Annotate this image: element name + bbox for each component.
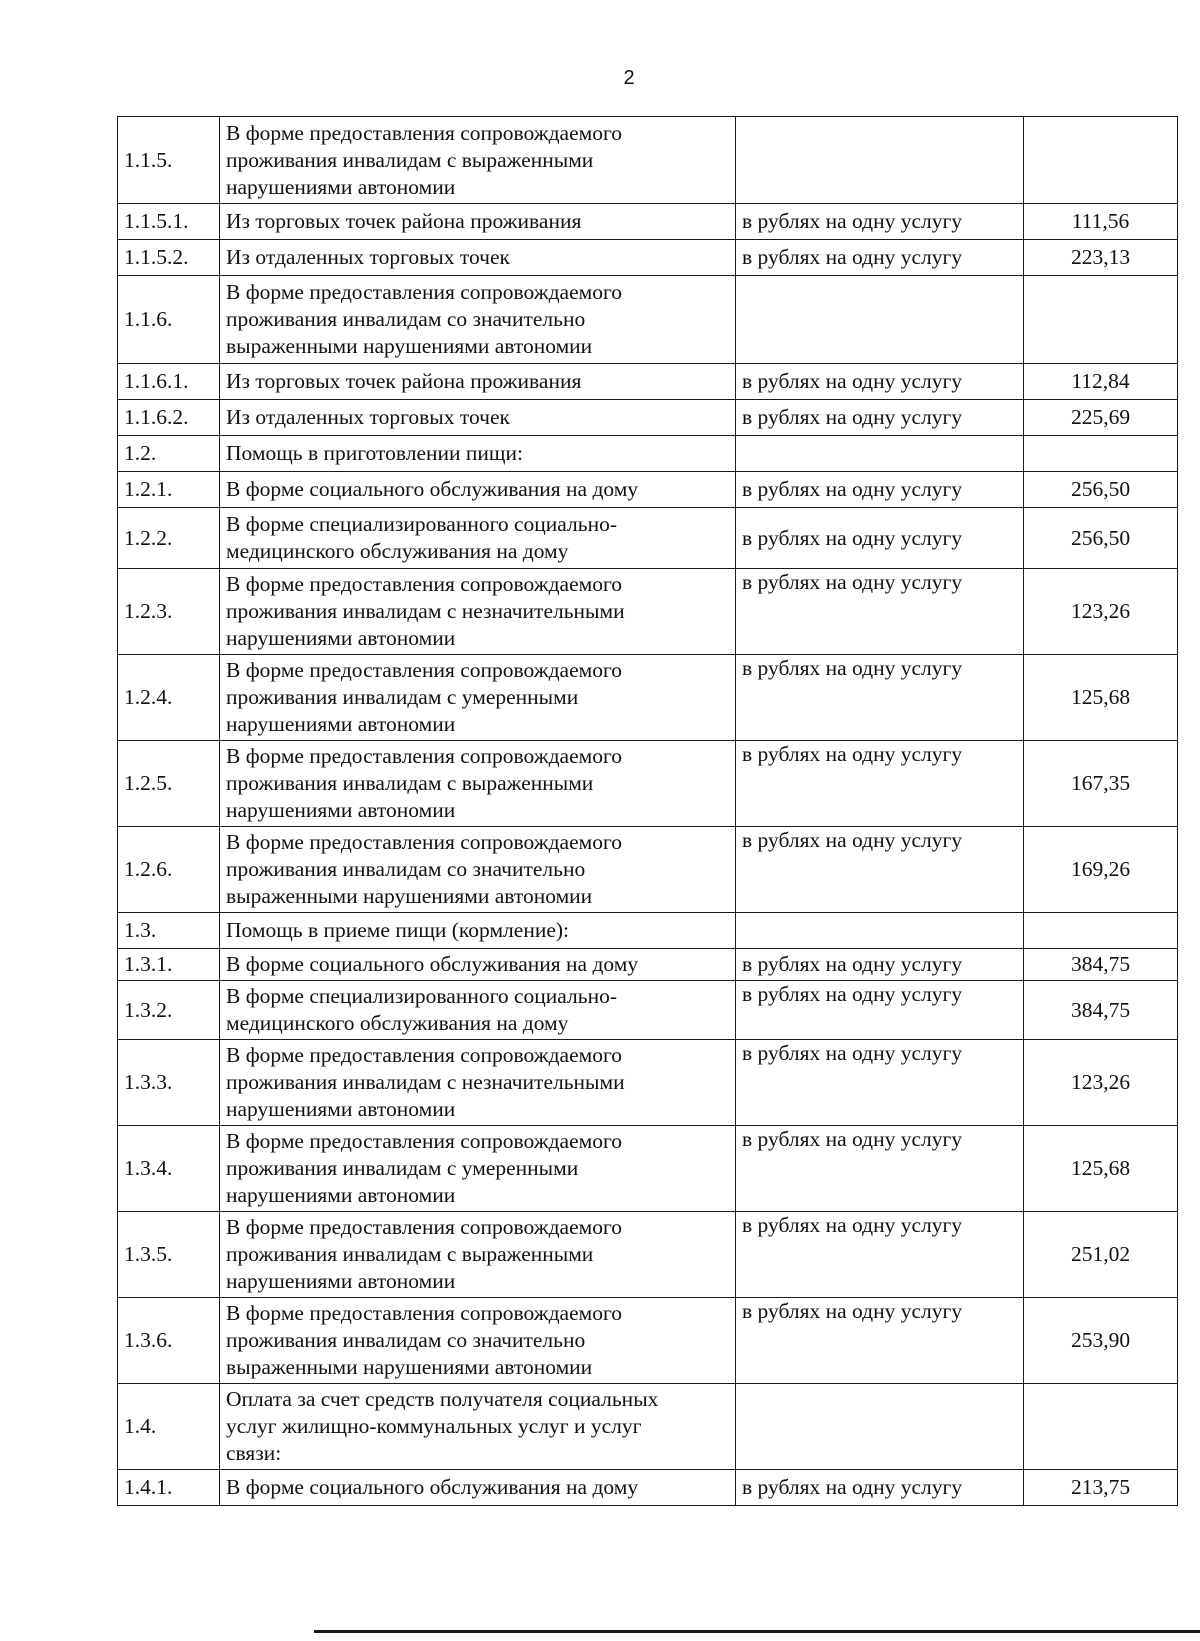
unit-cell: в рублях на одну услугу: [736, 741, 1024, 827]
table-row: [118, 276, 1178, 364]
service-name-line: услуг жилищно-коммунальных услуг и услуг: [226, 1414, 642, 1438]
service-name-cell: [220, 276, 736, 364]
service-name-cell: [220, 913, 736, 949]
service-name-cell: [220, 472, 736, 508]
row-number-cell: 1.2.: [118, 436, 220, 472]
row-number-cell: 1.3.: [118, 913, 220, 949]
table-row: [118, 741, 1178, 827]
unit-cell: в рублях на одну услугу: [736, 1126, 1024, 1212]
row-number-cell: 1.1.5.2.: [118, 240, 220, 276]
service-name-line: В форме предоставления сопровождаемого: [226, 830, 623, 854]
row-number-cell: 1.1.5.1.: [118, 204, 220, 240]
table-row: [118, 1126, 1178, 1212]
table-row: [118, 436, 1178, 472]
table-row: [118, 204, 1178, 240]
service-name-line: проживания инвалидам со значительно: [226, 1328, 586, 1352]
service-name-line: В форме предоставления сопровождаемого: [226, 572, 623, 596]
tariff-table-body: [118, 117, 1178, 1506]
price-cell: 223,13: [1024, 240, 1178, 276]
unit-cell: в рублях на одну услугу: [736, 1298, 1024, 1384]
service-name-line: проживания инвалидам с незначительными: [226, 599, 625, 623]
unit-cell: в рублях на одну услугу: [736, 364, 1024, 400]
price-cell: 384,75: [1024, 981, 1178, 1040]
table-row: [118, 949, 1178, 981]
unit-cell: [736, 276, 1024, 364]
service-name-line: нарушениями автономии: [226, 1097, 456, 1121]
service-name-cell: [220, 508, 736, 569]
service-name-line: Из торговых точек района проживания: [226, 369, 582, 393]
price-cell: 213,75: [1024, 1470, 1178, 1506]
service-name-line: проживания инвалидам с незначительными: [226, 1070, 625, 1094]
unit-cell: в рублях на одну услугу: [736, 204, 1024, 240]
price-cell: [1024, 117, 1178, 204]
table-row: [118, 1298, 1178, 1384]
service-name-cell: [220, 827, 736, 913]
price-cell: 256,50: [1024, 508, 1178, 569]
service-name-line: Из торговых точек района проживания: [226, 209, 582, 233]
service-name-line: В форме предоставления сопровождаемого: [226, 1301, 623, 1325]
service-name-line: Помощь в приеме пищи (кормление):: [226, 918, 570, 942]
service-name-line: нарушениями автономии: [226, 1269, 456, 1293]
page-number: 2: [623, 67, 635, 89]
service-name-line: нарушениями автономии: [226, 798, 456, 822]
price-cell: 384,75: [1024, 949, 1178, 981]
unit-cell: в рублях на одну услугу: [736, 981, 1024, 1040]
service-name-line: нарушениями автономии: [226, 1183, 456, 1207]
unit-cell: [736, 1384, 1024, 1470]
service-name-cell: [220, 569, 736, 655]
unit-cell: в рублях на одну услугу: [736, 655, 1024, 741]
table-row: [118, 1384, 1178, 1470]
row-number-cell: 1.3.2.: [118, 981, 220, 1040]
service-name-cell: [220, 1384, 736, 1470]
table-row: [118, 913, 1178, 949]
row-number-cell: 1.1.6.1.: [118, 364, 220, 400]
service-name-line: В форме специализированного социально-: [226, 512, 617, 536]
service-name-line: В форме специализированного социально-: [226, 984, 617, 1008]
tariff-table: [117, 116, 1178, 1506]
service-name-cell: [220, 741, 736, 827]
service-name-line: выраженными нарушениями автономии: [226, 884, 593, 908]
price-cell: 167,35: [1024, 741, 1178, 827]
price-cell: 169,26: [1024, 827, 1178, 913]
table-row: [118, 981, 1178, 1040]
price-cell: 111,56: [1024, 204, 1178, 240]
price-cell: 125,68: [1024, 655, 1178, 741]
price-cell: [1024, 1384, 1178, 1470]
unit-cell: в рублях на одну услугу: [736, 1212, 1024, 1298]
service-name-cell: [220, 981, 736, 1040]
service-name-cell: [220, 400, 736, 436]
service-name-cell: [220, 1298, 736, 1384]
service-name-line: Из отдаленных торговых точек: [226, 245, 510, 269]
table-row: [118, 117, 1178, 204]
unit-cell: в рублях на одну услугу: [736, 400, 1024, 436]
unit-cell: [736, 436, 1024, 472]
price-cell: [1024, 436, 1178, 472]
service-name-line: выраженными нарушениями автономии: [226, 1355, 593, 1379]
price-cell: 251,02: [1024, 1212, 1178, 1298]
service-name-line: медицинского обслуживания на дому: [226, 1011, 569, 1035]
unit-cell: в рублях на одну услугу: [736, 949, 1024, 981]
service-name-line: медицинского обслуживания на дому: [226, 539, 569, 563]
service-name-cell: [220, 1040, 736, 1126]
tariff-table-wrapper: [117, 116, 1178, 1506]
service-name-cell: [220, 655, 736, 741]
unit-cell: в рублях на одну услугу: [736, 569, 1024, 655]
row-number-cell: 1.4.: [118, 1384, 220, 1470]
service-name-line: проживания инвалидам с выраженными: [226, 147, 594, 172]
unit-cell: в рублях на одну услугу: [736, 240, 1024, 276]
price-cell: 225,69: [1024, 400, 1178, 436]
price-cell: 112,84: [1024, 364, 1178, 400]
service-name-line: проживания инвалидам с выраженными: [226, 1242, 594, 1266]
unit-cell: [736, 913, 1024, 949]
service-name-cell: [220, 204, 736, 240]
unit-cell: [736, 117, 1024, 204]
unit-cell: в рублях на одну услугу: [736, 472, 1024, 508]
service-name-line: проживания инвалидам со значительно: [226, 857, 586, 881]
service-name-line: В форме социального обслуживания на дому: [226, 477, 639, 501]
row-number-cell: 1.3.5.: [118, 1212, 220, 1298]
row-number-cell: 1.2.4.: [118, 655, 220, 741]
price-cell: 256,50: [1024, 472, 1178, 508]
row-number-cell: 1.2.3.: [118, 569, 220, 655]
table-row: [118, 1040, 1178, 1126]
service-name-line: нарушениями автономии: [226, 626, 456, 650]
row-number-cell: 1.4.1.: [118, 1470, 220, 1506]
service-name-line: проживания инвалидам с умеренными: [226, 685, 579, 709]
service-name-cell: [220, 949, 736, 981]
service-name-line: Оплата за счет средств получателя социальных: [226, 1387, 659, 1411]
service-name-line: В форме предоставления сопровождаемого: [226, 120, 623, 145]
unit-cell: в рублях на одну услугу: [736, 1470, 1024, 1506]
service-name-line: проживания инвалидам с выраженными: [226, 771, 594, 795]
service-name-line: нарушениями автономии: [226, 712, 456, 736]
row-number-cell: 1.2.5.: [118, 741, 220, 827]
row-number-cell: 1.2.2.: [118, 508, 220, 569]
table-row: [118, 400, 1178, 436]
row-number-cell: 1.2.6.: [118, 827, 220, 913]
service-name-cell: [220, 436, 736, 472]
service-name-line: Из отдаленных торговых точек: [226, 405, 510, 429]
service-name-line: В форме социального обслуживания на дому: [226, 952, 639, 976]
service-name-line: В форме предоставления сопровождаемого: [226, 658, 623, 682]
bottom-scan-line: [314, 1630, 1200, 1633]
service-name-cell: [220, 364, 736, 400]
table-row: [118, 240, 1178, 276]
service-name-line: В форме предоставления сопровождаемого: [226, 1129, 623, 1153]
row-number-cell: 1.3.3.: [118, 1040, 220, 1126]
service-name-cell: [220, 1470, 736, 1506]
table-row: [118, 827, 1178, 913]
service-name-cell: [220, 117, 736, 204]
row-number-cell: 1.1.6.2.: [118, 400, 220, 436]
price-cell: 123,26: [1024, 1040, 1178, 1126]
table-row: [118, 655, 1178, 741]
service-name-cell: [220, 1126, 736, 1212]
table-row: [118, 1212, 1178, 1298]
table-row: [118, 569, 1178, 655]
unit-cell: в рублях на одну услугу: [736, 827, 1024, 913]
service-name-cell: [220, 240, 736, 276]
service-name-line: В форме предоставления сопровождаемого: [226, 1215, 623, 1239]
row-number-cell: 1.3.4.: [118, 1126, 220, 1212]
service-name-line: проживания инвалидам со значительно: [226, 307, 586, 331]
price-cell: [1024, 913, 1178, 949]
service-name-line: проживания инвалидам с умеренными: [226, 1156, 579, 1180]
table-row: [118, 508, 1178, 569]
row-number-cell: 1.1.6.: [118, 276, 220, 364]
service-name-line: В форме предоставления сопровождаемого: [226, 1043, 623, 1067]
price-cell: 123,26: [1024, 569, 1178, 655]
price-cell: 253,90: [1024, 1298, 1178, 1384]
service-name-line: В форме предоставления сопровождаемого: [226, 744, 623, 768]
table-row: [118, 472, 1178, 508]
service-name-line: В форме социального обслуживания на дому: [226, 1475, 639, 1499]
service-name-line: нарушениями автономии: [226, 174, 456, 199]
price-cell: 125,68: [1024, 1126, 1178, 1212]
service-name-line: выраженными нарушениями автономии: [226, 334, 593, 358]
table-row: [118, 1470, 1178, 1506]
unit-cell: в рублях на одну услугу: [736, 508, 1024, 569]
table-row: [118, 364, 1178, 400]
service-name-line: связи:: [226, 1441, 282, 1465]
row-number-cell: 1.1.5.: [118, 117, 220, 204]
row-number-cell: 1.2.1.: [118, 472, 220, 508]
row-number-cell: 1.3.1.: [118, 949, 220, 981]
service-name-line: В форме предоставления сопровождаемого: [226, 280, 623, 304]
service-name-cell: [220, 1212, 736, 1298]
service-name-line: Помощь в приготовлении пищи:: [226, 441, 523, 465]
unit-cell: в рублях на одну услугу: [736, 1040, 1024, 1126]
price-cell: [1024, 276, 1178, 364]
row-number-cell: 1.3.6.: [118, 1298, 220, 1384]
